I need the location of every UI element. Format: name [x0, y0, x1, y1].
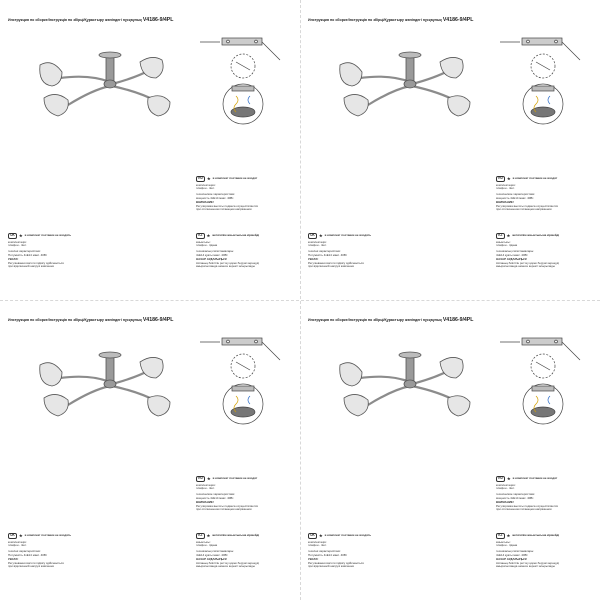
lang-badge-uk: UK — [8, 533, 17, 539]
instruction-ru: RU ★ в комплект поставки не входят комплектация: плафон - 4шт. технические характеристики: мощность 4xE14 макс. 40Вт. ВНИМАНИЕ! Регулировка высоты подвеса осуществляется при отключенном питающем напряжении — [196, 175, 258, 212]
instruction-ru: RU ★ в комплект поставки не входят комплектация: плафон - 4шт. технические характеристики: мощность 4xE14 макс. 40Вт. ВНИМАНИЕ! Регулировка высоты подвеса осуществляется при отключенном питающем напряжении — [196, 475, 258, 512]
instruction-panel — [300, 300, 590, 590]
instruction-kz: KZ ★ жеткізілім жиынтығына кірмейді жиынтығы: плафон - 4дана техникалық сипаттамалары: 4xE14 қуаты макс. 40Вт НАЗАР АУДАРЫҢЫЗ! Аспаның биіктігін реттеу қорек беруші кернеуді ажыратылғанда немесе керекті асырылады — [196, 532, 260, 569]
lang-badge-uk: UK — [8, 233, 17, 239]
instruction-kz: KZ ★ жеткізілім жиынтығына кірмейді жиынтығы: плафон - 4дана техникалық сипаттамалары: 4xE14 қуаты макс. 40Вт НАЗАР АУДАРЫҢЫЗ! Аспаның биіктігін реттеу қорек беруші кернеуді ажыратылғанда немесе керекті асырылады — [496, 532, 560, 569]
star-icon: ★ — [318, 232, 323, 238]
star-icon: ★ — [206, 532, 211, 538]
wiring-detail-icon — [223, 84, 263, 124]
instruction-kz: KZ ★ жеткізілім жиынтығына кірмейді жиынтығы: плафон - 4дана техникалық сипаттамалары: 4xE14 қуаты макс. 40Вт НАЗАР АУДАРЫҢЫЗ! Аспаның биіктігін реттеу қорек беруші кернеуді ажыратылғанда немесе керекті асырылады — [496, 232, 560, 269]
lang-badge-ru: RU — [496, 176, 505, 182]
star-icon: ★ — [206, 475, 211, 481]
star-icon: ★ — [506, 475, 511, 481]
instruction-uk: UK ★ в комплект поставки не входять комплектація: плафон - 4шт. технічні характеристики: Потужність 4xE14 макс. 40Вт УВАГА! Регулювання висоти підвісу здійснюється при відключеній напрузі живлення — [308, 532, 372, 569]
instruction-ru: RU ★ в комплект поставки не входят комплектация: плафон - 4шт. технические характеристики: мощность 4xE14 макс. 40Вт. ВНИМАНИЕ! Регулировка высоты подвеса осуществляется при отключенном питающем напряжении — [496, 475, 558, 512]
lang-badge-ru: RU — [196, 476, 205, 482]
header-prefix: Инструкция по сборке/Інструкція по збірці/Құрастыру жөніндегі нұсқаулық — [308, 18, 442, 22]
lang-badge-kz: KZ — [196, 533, 205, 539]
ceiling-mount-detail-icon — [500, 338, 580, 378]
header-prefix: Инструкция по сборке/Інструкція по збірці/Құрастыру жөніндегі нұсқаулық — [308, 318, 442, 322]
instruction-panel — [300, 0, 590, 290]
model-number: V4186-9/4PL — [442, 317, 474, 323]
model-number: V4186-9/4PL — [442, 17, 474, 23]
star-icon: ★ — [506, 532, 511, 538]
chandelier-illustration — [0, 0, 290, 140]
ceiling-mount-detail-icon — [500, 38, 580, 78]
ceiling-mount-detail-icon — [200, 338, 280, 378]
star-icon: ★ — [206, 232, 211, 238]
instruction-uk: UK ★ в комплект поставки не входять комплектація: плафон - 4шт. технічні характеристики: Потужність 4xE14 макс. 40Вт УВАГА! Регулювання висоти підвісу здійснюється при відключеній напрузі живлення — [8, 532, 72, 569]
chandelier-illustration — [0, 300, 290, 440]
header-prefix: Инструкция по сборке/Інструкція по збірці/Құрастыру жөніндегі нұсқаулық — [8, 318, 142, 322]
model-number: V4186-9/4PL — [142, 317, 174, 323]
model-number: V4186-9/4PL — [142, 17, 174, 23]
instruction-uk: UK ★ в комплект поставки не входять комплектація: плафон - 4шт. технічні характеристики: Потужність 4xE14 макс. 40Вт УВАГА! Регулювання висоти підвісу здійснюється при відключеній напрузі живлення — [308, 232, 372, 269]
chandelier-illustration — [300, 300, 590, 440]
lang-badge-uk: UK — [308, 533, 317, 539]
header-prefix: Инструкция по сборке/Інструкція по збірці/Құрастыру жөніндегі нұсқаулық — [8, 18, 142, 22]
lang-badge-kz: KZ — [496, 533, 505, 539]
instruction-ru: RU ★ в комплект поставки не входят комплектация: плафон - 4шт. технические характеристики: мощность 4xE14 макс. 40Вт. ВНИМАНИЕ! Регулировка высоты подвеса осуществляется при отключенном питающем напряжении — [496, 175, 558, 212]
star-icon: ★ — [18, 532, 23, 538]
star-icon: ★ — [318, 532, 323, 538]
ceiling-mount-detail-icon — [200, 38, 280, 78]
wiring-detail-icon — [523, 384, 563, 424]
lang-badge-kz: KZ — [496, 233, 505, 239]
chandelier-illustration — [300, 0, 590, 140]
star-icon: ★ — [18, 232, 23, 238]
lang-badge-ru: RU — [496, 476, 505, 482]
lang-badge-ru: RU — [196, 176, 205, 182]
instruction-panel — [0, 300, 290, 590]
lang-badge-kz: KZ — [196, 233, 205, 239]
instruction-panel — [0, 0, 290, 290]
lang-badge-uk: UK — [308, 233, 317, 239]
instruction-uk: UK ★ в комплект поставки не входять комплектація: плафон - 4шт. технічні характеристики: Потужність 4xE14 макс. 40Вт УВАГА! Регулювання висоти підвісу здійснюється при відключеній напрузі живлення — [8, 232, 72, 269]
instruction-kz: KZ ★ жеткізілім жиынтығына кірмейді жиынтығы: плафон - 4дана техникалық сипаттамалары: 4xE14 қуаты макс. 40Вт НАЗАР АУДАРЫҢЫЗ! Аспаның биіктігін реттеу қорек беруші кернеуді ажыратылғанда немесе керекті асырылады — [196, 232, 260, 269]
wiring-detail-icon — [223, 384, 263, 424]
star-icon: ★ — [506, 175, 511, 181]
star-icon: ★ — [206, 175, 211, 181]
star-icon: ★ — [506, 232, 511, 238]
wiring-detail-icon — [523, 84, 563, 124]
